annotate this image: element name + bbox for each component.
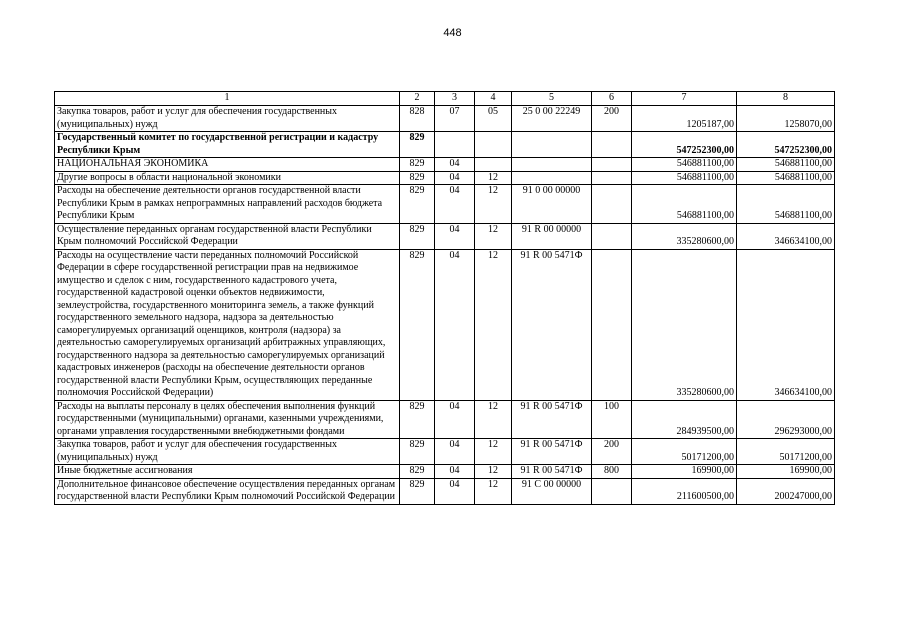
row-amount-year2: 546881100,00 (737, 171, 835, 185)
row-amount-year2: 296293000,00 (737, 400, 835, 439)
row-name: Осуществление переданных органам государственной власти Республики Крым полномочий Российской Федерации (55, 223, 400, 249)
row-target-article: 91 R 00 5471Ф (512, 439, 592, 465)
row-subsection-code: 12 (475, 185, 512, 224)
row-amount-year1: 546881100,00 (632, 158, 737, 172)
row-target-article: 91 R 00 5471Ф (512, 400, 592, 439)
table-row (55, 106, 835, 132)
row-subsection-code: 12 (475, 223, 512, 249)
row-amount-year2: 50171200,00 (737, 439, 835, 465)
row-ministry-code: 829 (400, 400, 435, 439)
column-header: 3 (435, 92, 475, 106)
row-name: Дополнительное финансовое обеспечение осуществления переданных органам государственной власти Республики Крым полномочий Российской Федерации (55, 478, 400, 504)
row-ministry-code: 828 (400, 106, 435, 132)
row-subsection-code: 12 (475, 439, 512, 465)
row-name: Расходы на выплаты персоналу в целях обеспечения выполнения функций государственными (муниципальными) органами, казенными учреждениями, органами управления государственными внебюджетными фондами (55, 400, 400, 439)
row-name: Закупка товаров, работ и услуг для обеспечения государственных (муниципальных) нужд (55, 106, 400, 132)
row-amount-year1: 546881100,00 (632, 171, 737, 185)
row-section-code: 04 (435, 171, 475, 185)
row-amount-year2: 547252300,00 (737, 132, 835, 158)
table-row (55, 171, 835, 185)
row-expense-type (592, 132, 632, 158)
row-expense-type (592, 171, 632, 185)
row-expense-type (592, 223, 632, 249)
budget-table (54, 91, 835, 505)
column-header: 6 (592, 92, 632, 106)
row-expense-type: 200 (592, 439, 632, 465)
table-row (55, 249, 835, 400)
row-subsection-code: 12 (475, 249, 512, 400)
table-row (55, 478, 835, 504)
row-expense-type (592, 249, 632, 400)
row-target-article: 91 С 00 00000 (512, 478, 592, 504)
column-header: 5 (512, 92, 592, 106)
row-target-article (512, 171, 592, 185)
row-name: Расходы на обеспечение деятельности органов государственной власти Республики Крым в рамках непрограммных направлений расходов бюджета Республики Крым (55, 185, 400, 224)
row-subsection-code: 12 (475, 400, 512, 439)
row-target-article: 91 R 00 5471Ф (512, 249, 592, 400)
row-section-code: 04 (435, 465, 475, 479)
row-ministry-code: 829 (400, 249, 435, 400)
row-amount-year1: 284939500,00 (632, 400, 737, 439)
row-name: Закупка товаров, работ и услуг для обеспечения государственных (муниципальных) нужд (55, 439, 400, 465)
row-amount-year1: 50171200,00 (632, 439, 737, 465)
row-amount-year1: 211600500,00 (632, 478, 737, 504)
row-expense-type (592, 185, 632, 224)
row-amount-year1: 335280600,00 (632, 249, 737, 400)
column-header: 1 (55, 92, 400, 106)
row-ministry-code: 829 (400, 132, 435, 158)
row-name: Расходы на осуществление части переданных полномочий Российской Федерации в сфере государственной регистрации прав на недвижимое имущество и сделок с ним, государственного кадастрового учета, государственной кадастровой оценки объектов недвижимости, землеустройства, государственного мониторинга земель, а также функций государственного земельного надзора, надзора за деятельностью саморегулируемых организаций оценщиков, контроля (надзора) за деятельностью саморегулируемых организаций арбитражных управляющих, государственного надзора за деятельностью саморегулируемых организаций кадастровых инженеров (расходы на обеспечение деятельности органов государственной власти Республики Крым, осуществляющих переданные полномочия Российской Федерации) (55, 249, 400, 400)
row-section-code: 07 (435, 106, 475, 132)
row-subsection-code: 12 (475, 478, 512, 504)
row-target-article: 91 R 00 5471Ф (512, 465, 592, 479)
row-name: Другие вопросы в области национальной экономики (55, 171, 400, 185)
row-section-code: 04 (435, 185, 475, 224)
row-section-code: 04 (435, 439, 475, 465)
row-amount-year2: 169900,00 (737, 465, 835, 479)
table-row (55, 439, 835, 465)
row-amount-year2: 546881100,00 (737, 158, 835, 172)
table-header-row (55, 92, 835, 106)
row-amount-year1: 547252300,00 (632, 132, 737, 158)
row-target-article: 91 0 00 00000 (512, 185, 592, 224)
row-section-code: 04 (435, 223, 475, 249)
row-target-article: 91 R 00 00000 (512, 223, 592, 249)
table-row (55, 223, 835, 249)
row-ministry-code: 829 (400, 439, 435, 465)
row-amount-year2: 200247000,00 (737, 478, 835, 504)
row-amount-year1: 335280600,00 (632, 223, 737, 249)
row-ministry-code: 829 (400, 465, 435, 479)
row-name: НАЦИОНАЛЬНАЯ ЭКОНОМИКА (55, 158, 400, 172)
row-subsection-code: 12 (475, 465, 512, 479)
row-subsection-code: 12 (475, 171, 512, 185)
column-header: 2 (400, 92, 435, 106)
row-subsection-code: 05 (475, 106, 512, 132)
table-row (55, 132, 835, 158)
row-subsection-code (475, 158, 512, 172)
row-ministry-code: 829 (400, 223, 435, 249)
row-name: Иные бюджетные ассигнования (55, 465, 400, 479)
table-row (55, 185, 835, 224)
table-row (55, 465, 835, 479)
page-number: 448 (443, 27, 462, 39)
row-ministry-code: 829 (400, 171, 435, 185)
row-subsection-code (475, 132, 512, 158)
row-ministry-code: 829 (400, 158, 435, 172)
row-section-code: 04 (435, 400, 475, 439)
column-header: 7 (632, 92, 737, 106)
column-header: 8 (737, 92, 835, 106)
row-amount-year2: 346634100,00 (737, 223, 835, 249)
row-amount-year2: 546881100,00 (737, 185, 835, 224)
table-row (55, 158, 835, 172)
row-amount-year1: 169900,00 (632, 465, 737, 479)
row-section-code (435, 132, 475, 158)
row-ministry-code: 829 (400, 478, 435, 504)
row-expense-type: 800 (592, 465, 632, 479)
row-name: Государственный комитет по государственной регистрации и кадастру Республики Крым (55, 132, 400, 158)
row-ministry-code: 829 (400, 185, 435, 224)
row-section-code: 04 (435, 158, 475, 172)
table-row (55, 400, 835, 439)
row-expense-type (592, 478, 632, 504)
row-target-article (512, 132, 592, 158)
row-amount-year2: 1258070,00 (737, 106, 835, 132)
row-amount-year1: 546881100,00 (632, 185, 737, 224)
row-amount-year1: 1205187,00 (632, 106, 737, 132)
row-expense-type: 200 (592, 106, 632, 132)
row-section-code: 04 (435, 249, 475, 400)
row-amount-year2: 346634100,00 (737, 249, 835, 400)
table-body (55, 106, 835, 505)
row-expense-type (592, 158, 632, 172)
column-header: 4 (475, 92, 512, 106)
row-target-article (512, 158, 592, 172)
row-target-article: 25 0 00 22249 (512, 106, 592, 132)
row-expense-type: 100 (592, 400, 632, 439)
row-section-code: 04 (435, 478, 475, 504)
